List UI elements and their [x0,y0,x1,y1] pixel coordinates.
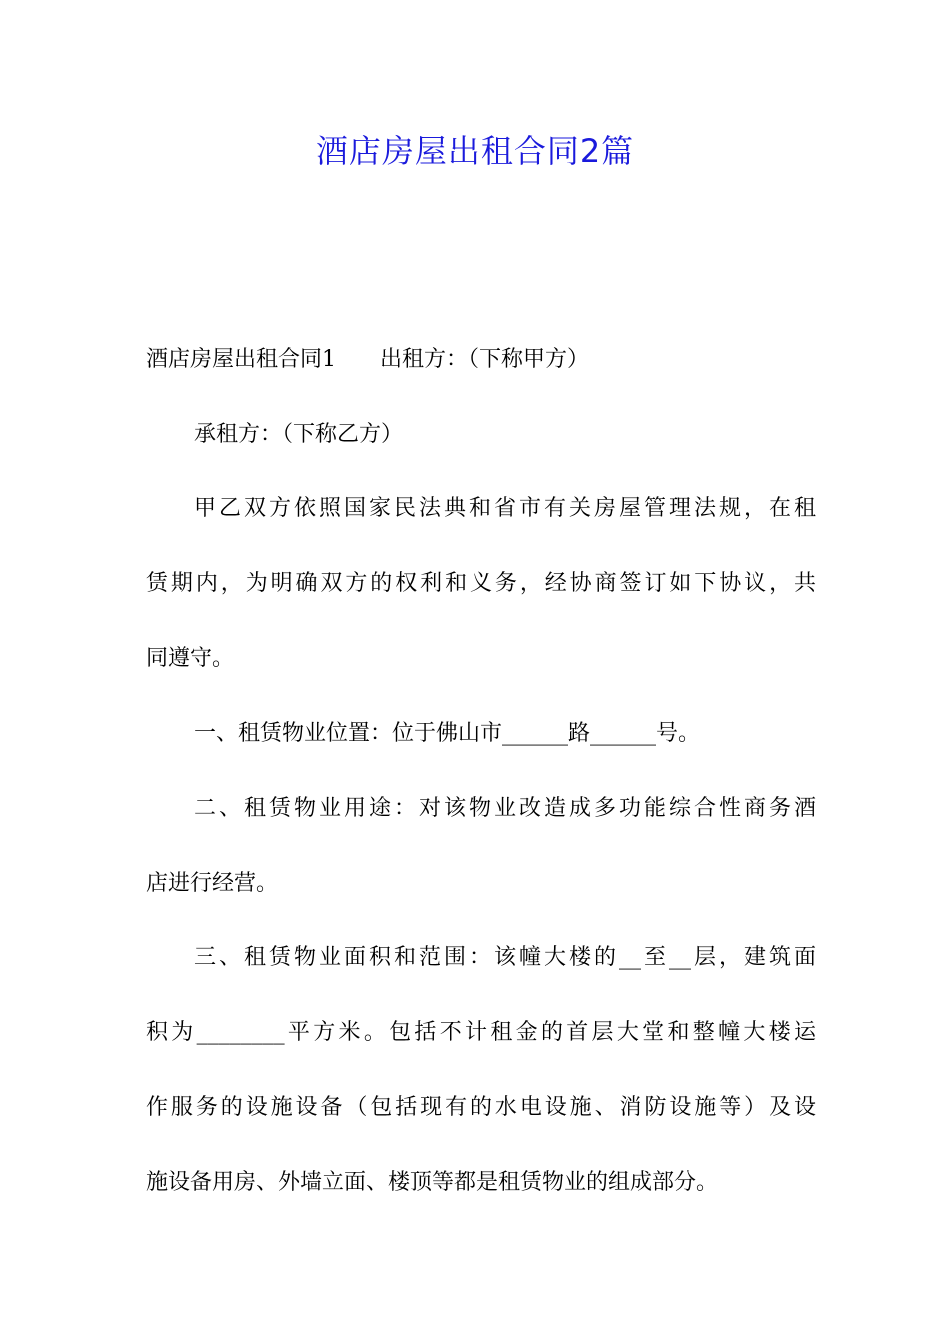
clause-3-line-3: 作服务的设施设备（包括现有的水电设施、消防设施等）及设 [146,1095,816,1120]
paragraph-intro-line-2: 赁期内，为明确双方的权利和义务，经协商签订如下协议，共 [146,571,816,596]
lessee-line: 承租方：（下称乙方） [194,422,404,447]
document-title: 酒店房屋出租合同2篇 [315,132,635,170]
clause-2-line-2: 店进行经营。 [146,871,279,896]
paragraph-intro-line-1: 甲乙双方依照国家民法典和省市有关房屋管理法规，在租 [194,496,816,521]
paragraph-heading-line: 酒店房屋出租合同1 出租方：（下称甲方） [146,347,589,372]
clause-1-line: 一、租赁物业位置：位于佛山市______路______号。 [194,721,701,746]
clause-2-line-1: 二、租赁物业用途：对该物业改造成多功能综合性商务酒 [194,796,816,821]
clause-3-line-1: 三、租赁物业面积和范围：该幢大楼的__至__层，建筑面 [194,945,816,970]
paragraph-intro-line-3: 同遵守。 [146,646,235,671]
clause-3-line-4: 施设备用房、外墙立面、楼顶等都是租赁物业的组成部分。 [146,1170,719,1195]
clause-3-line-2: 积为________平方米。包括不计租金的首层大堂和整幢大楼运 [146,1020,816,1045]
